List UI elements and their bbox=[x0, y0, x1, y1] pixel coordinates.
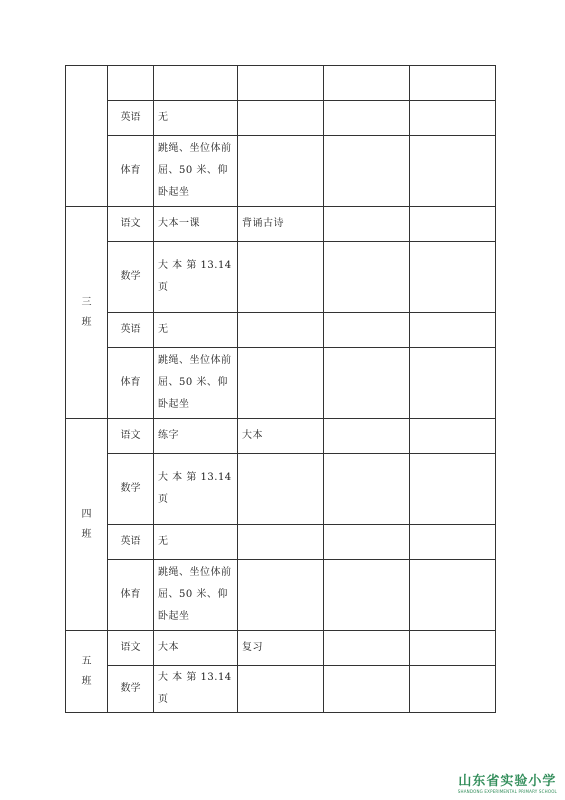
class-cell-top bbox=[66, 66, 108, 207]
school-logo-en: SHANDONG EXPERIMENTAL PRIMARY SCHOOL bbox=[457, 789, 557, 794]
class-name: 班 bbox=[81, 528, 92, 540]
extra-cell: 复习 bbox=[238, 631, 324, 666]
class-name: 三 bbox=[81, 296, 92, 308]
class-cell-3 bbox=[66, 207, 108, 419]
subject-cell: 体育 bbox=[108, 136, 154, 207]
table-row bbox=[66, 419, 496, 454]
table-row bbox=[66, 348, 496, 419]
content-cell: 大 本 第 13.14 页 bbox=[154, 242, 238, 313]
content-cell bbox=[154, 66, 238, 101]
subject-cell: 体育 bbox=[108, 560, 154, 631]
school-logo-cn: 山东省实验小学 bbox=[458, 774, 557, 789]
content-cell: 跳绳、坐位体前屈、50 米、仰卧起坐 bbox=[154, 348, 238, 419]
class-name: 班 bbox=[81, 675, 92, 687]
subject-cell: 语文 bbox=[108, 419, 154, 454]
table-row bbox=[66, 525, 496, 560]
class-name: 五 bbox=[81, 655, 92, 667]
table-row bbox=[66, 560, 496, 631]
content-cell: 无 bbox=[154, 313, 238, 348]
extra-cell: 大本 bbox=[238, 419, 324, 454]
content-cell: 跳绳、坐位体前屈、50 米、仰卧起坐 bbox=[154, 136, 238, 207]
subject-cell bbox=[108, 66, 154, 101]
content-cell: 大本 bbox=[154, 631, 238, 666]
table-row bbox=[66, 101, 496, 136]
content-cell: 跳绳、坐位体前屈、50 米、仰卧起坐 bbox=[154, 560, 238, 631]
table-row bbox=[66, 242, 496, 313]
content-cell: 大 本 第 13.14 页 bbox=[154, 666, 238, 713]
subject-cell: 数学 bbox=[108, 242, 154, 313]
table-row bbox=[66, 666, 496, 713]
class-cell-5 bbox=[66, 631, 108, 713]
table-row bbox=[66, 136, 496, 207]
subject-cell: 语文 bbox=[108, 631, 154, 666]
subject-cell: 英语 bbox=[108, 525, 154, 560]
class-name: 班 bbox=[81, 316, 92, 328]
subject-cell: 英语 bbox=[108, 313, 154, 348]
content-cell: 大本一课 bbox=[154, 207, 238, 242]
class-cell-4 bbox=[66, 419, 108, 631]
school-logo bbox=[458, 770, 557, 794]
class-name: 四 bbox=[81, 508, 92, 520]
extra-cell: 背诵古诗 bbox=[238, 207, 324, 242]
table-row bbox=[66, 631, 496, 666]
subject-cell: 数学 bbox=[108, 454, 154, 525]
homework-table bbox=[65, 65, 496, 713]
subject-cell: 英语 bbox=[108, 101, 154, 136]
content-cell: 练字 bbox=[154, 419, 238, 454]
table-row bbox=[66, 454, 496, 525]
content-cell: 无 bbox=[154, 101, 238, 136]
table-row bbox=[66, 207, 496, 242]
table-row bbox=[66, 66, 496, 101]
subject-cell: 体育 bbox=[108, 348, 154, 419]
content-cell: 大 本 第 13.14 页 bbox=[154, 454, 238, 525]
content-cell: 无 bbox=[154, 525, 238, 560]
table-row bbox=[66, 313, 496, 348]
subject-cell: 数学 bbox=[108, 666, 154, 713]
subject-cell: 语文 bbox=[108, 207, 154, 242]
